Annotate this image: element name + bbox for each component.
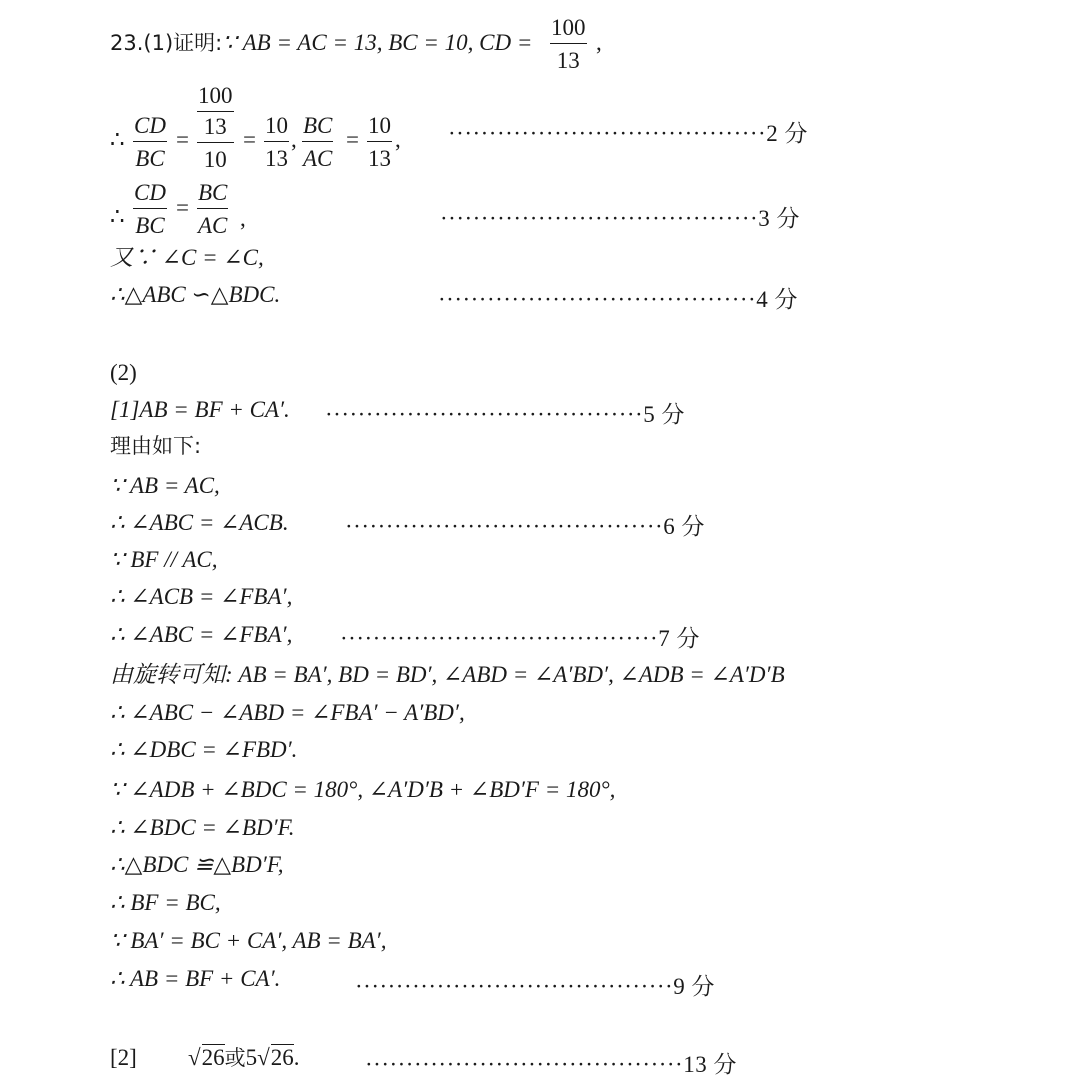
proof-step: ∴ BF = BC, xyxy=(110,890,221,915)
fraction-bc-over-ac xyxy=(302,114,333,170)
fraction-cd-over-bc xyxy=(133,114,167,170)
sqrt-icon: √ xyxy=(257,1045,270,1070)
proof-step: ∴ ∠DBC = ∠FBD′. xyxy=(110,737,298,762)
score-marker-6: ·······································6 分 xyxy=(345,514,705,539)
fraction-bc-over-ac xyxy=(197,181,228,237)
period: . xyxy=(293,1045,300,1070)
fraction-denominator: AC xyxy=(198,213,228,238)
proof-step: ∴ ∠ABC = ∠FBA′, xyxy=(110,622,293,647)
fraction-denominator: 13 xyxy=(368,146,391,171)
proof-step: ∴ ∠ABC = ∠ACB. xyxy=(110,510,289,535)
fraction-numerator: CD xyxy=(134,180,166,205)
fraction-10-over-13 xyxy=(367,114,392,170)
fraction-numerator: CD xyxy=(134,113,166,138)
rotation-facts: 由旋转可知: AB = BA′, BD = BD′, ∠ABD = ∠A′BD′, ∠ADB = ∠A′D′B xyxy=(110,662,785,687)
comma: , xyxy=(395,127,401,152)
equals-sign: = xyxy=(176,127,189,152)
fraction-numerator: 10 xyxy=(265,113,288,138)
score-marker-9: ·······································9 分 xyxy=(355,974,715,999)
answer-roots xyxy=(188,1044,300,1069)
nested-fraction xyxy=(197,84,234,171)
equals-sign: = xyxy=(243,127,256,152)
comma: , xyxy=(240,206,246,231)
score-marker-5: ·······································5 分 xyxy=(325,402,685,427)
final-conclusion: ∴ AB = BF + CA′. xyxy=(110,966,281,991)
proof-step: ∵ AB = AC, xyxy=(110,473,220,498)
claim-ab-equals-bf-plus-ca: [1]AB = BF + CA′. xyxy=(110,397,290,422)
nested-middle: 13 xyxy=(203,114,227,139)
proof-line-1 xyxy=(110,31,532,54)
score-marker-4: ·······································4 分 xyxy=(438,287,798,312)
comma: , xyxy=(596,30,602,55)
proof-step: ∴ ∠BDC = ∠BD′F. xyxy=(110,815,295,840)
score-marker-13: ·······································13 分 xyxy=(365,1052,737,1077)
part-2-2-label: [2] xyxy=(110,1045,137,1070)
proof-step: ∴ ∠ACB = ∠FBA′, xyxy=(110,584,293,609)
fraction-denominator: BC xyxy=(135,213,165,238)
proof-step: ∵ BF // AC, xyxy=(110,547,218,572)
equals-sign: = xyxy=(176,195,189,220)
therefore-symbol: ∴ xyxy=(110,127,125,152)
angle-c-equality: 又∵ ∠C = ∠C, xyxy=(110,245,264,270)
proof-step: ∵ BA′ = BC + CA′, AB = BA′, xyxy=(110,928,387,953)
question-heading: 23.(1)证明: xyxy=(110,31,223,55)
similar-triangles-conclusion: ∴△ABC ∽△BDC. xyxy=(110,282,281,307)
nested-numerator: 100 xyxy=(198,83,233,108)
given-equalities: ∵ AB = AC = 13, BC = 10, CD = xyxy=(222,30,533,55)
fraction-denominator: 13 xyxy=(265,146,288,171)
fraction-10-over-13 xyxy=(264,114,289,170)
sqrt-icon: √ xyxy=(188,1045,201,1070)
equals-sign: = xyxy=(346,127,359,152)
or-word: 或 xyxy=(224,1046,246,1070)
fraction-cd-value xyxy=(550,16,587,72)
nested-denominator: 10 xyxy=(203,147,227,172)
part-2-heading: (2) xyxy=(110,360,137,385)
coefficient: 5 xyxy=(245,1045,258,1070)
fraction-numerator: BC xyxy=(303,113,333,138)
proof-step: ∴ ∠ABC − ∠ABD = ∠FBA′ − A′BD′, xyxy=(110,700,465,725)
fraction-numerator: 10 xyxy=(368,113,391,138)
reason-heading: 理由如下: xyxy=(110,434,202,458)
fraction-denominator: BC xyxy=(135,146,165,171)
fraction-denominator: AC xyxy=(303,146,333,171)
score-marker-3: ·······································3 分 xyxy=(440,206,800,231)
congruent-triangles: ∴△BDC ≌△BD′F, xyxy=(110,852,284,877)
radicand: 26 xyxy=(201,1045,225,1070)
fraction-denominator: 13 xyxy=(556,48,580,73)
radicand: 26 xyxy=(270,1045,294,1070)
proof-step: ∵ ∠ADB + ∠BDC = 180°, ∠A′D′B + ∠BD′F = 180°, xyxy=(110,777,616,802)
therefore-symbol: ∴ xyxy=(110,204,125,229)
fraction-cd-over-bc xyxy=(133,181,167,237)
fraction-numerator: BC xyxy=(198,180,228,205)
score-marker-2: ·······································2 分 xyxy=(448,121,808,146)
fraction-numerator: 100 xyxy=(551,15,586,40)
score-marker-7: ·······································7 分 xyxy=(340,626,700,651)
comma: , xyxy=(291,127,297,152)
